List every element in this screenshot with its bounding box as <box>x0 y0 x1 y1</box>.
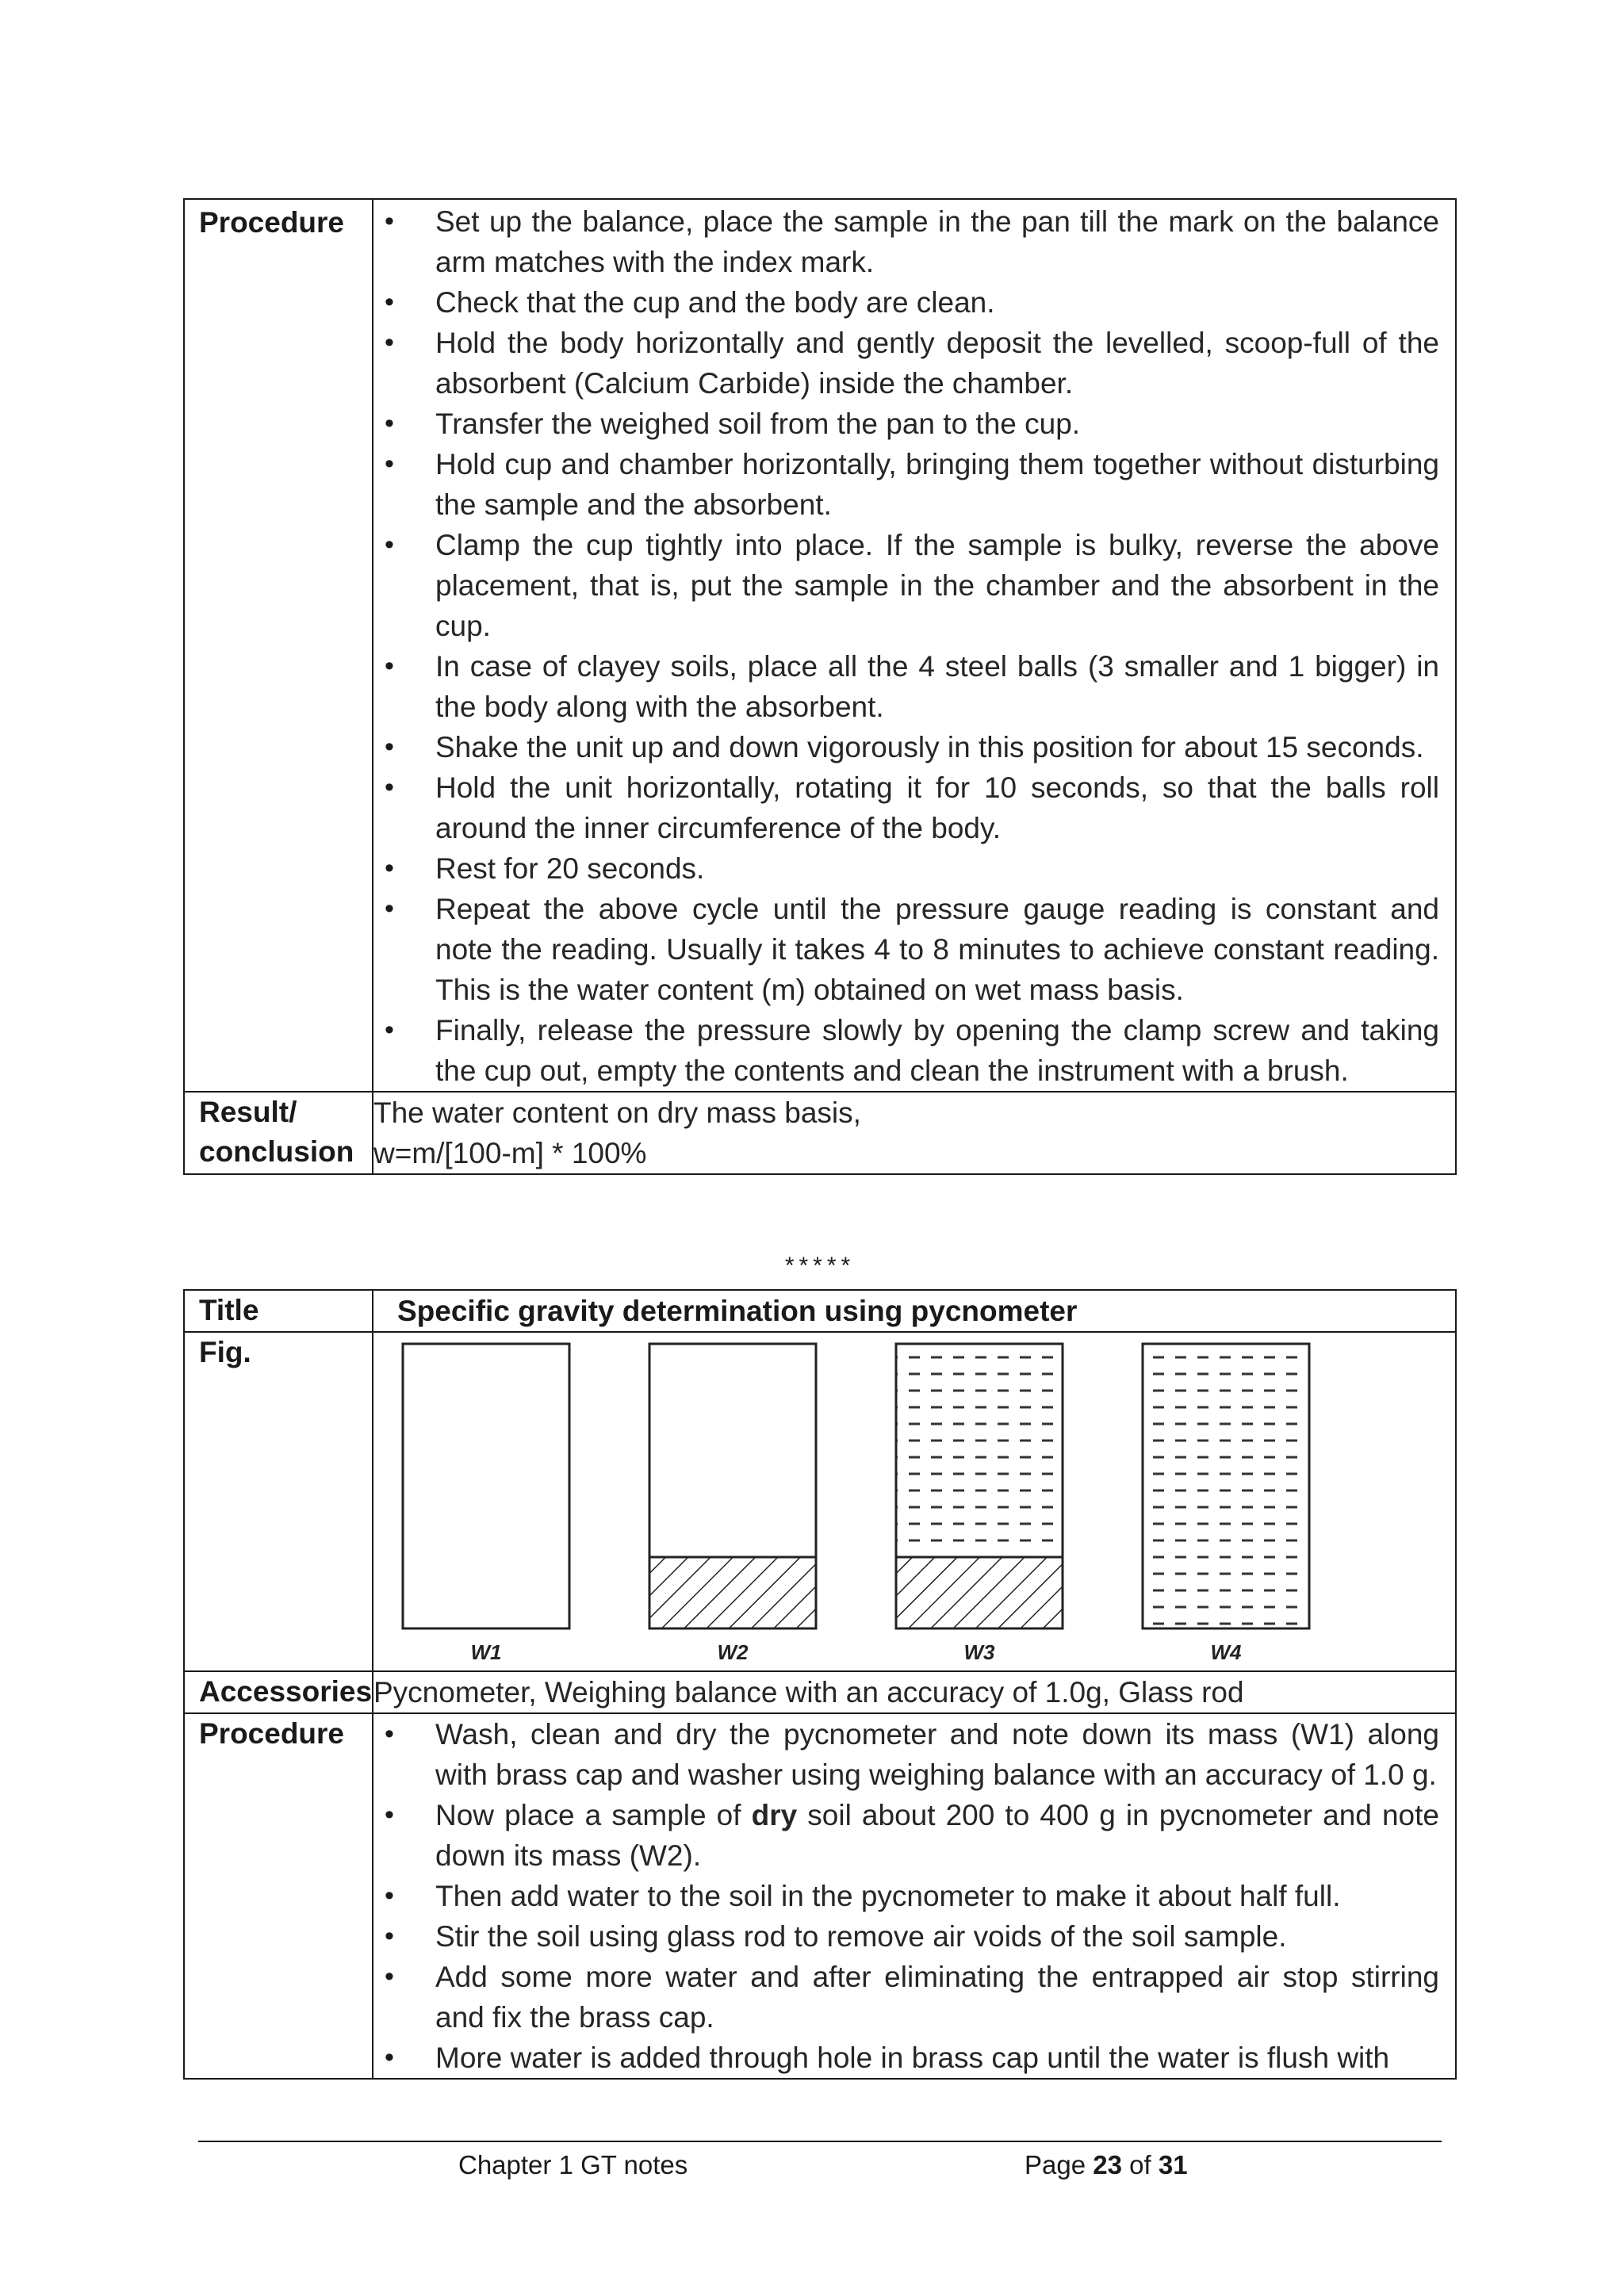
result-label-line2: conclusion <box>199 1135 354 1168</box>
list-item: • Set up the balance, place the sample in the pan till the mark on the balance arm matches with the index mark. <box>373 201 1455 282</box>
accessories-row <box>184 1671 1456 1713</box>
caption-w2: W2 <box>717 1640 749 1664</box>
result-line1: The water content on dry mass basis, <box>373 1096 861 1129</box>
item2-bold: dry <box>751 1799 798 1831</box>
water-layer <box>1143 1344 1309 1628</box>
result-line2: w=m/[100-m] * 100% <box>373 1137 647 1169</box>
pycnometer-diagram <box>373 1333 1455 1670</box>
footer-rule <box>198 2141 1442 2142</box>
list-item: • Hold the unit horizontally, rotating it for 10 seconds, so that the balls roll around the inner circumference of the body. <box>373 767 1455 848</box>
result-row <box>184 1092 1456 1174</box>
soil-layer <box>896 1557 1063 1628</box>
procedure-label: Procedure <box>184 199 373 1092</box>
accessories-label: Accessories <box>184 1671 373 1713</box>
pycnometer-table <box>183 1289 1457 2080</box>
fig-row <box>184 1332 1456 1671</box>
result-label-line1: Result/ <box>199 1096 297 1128</box>
procedure-row <box>184 199 1456 1092</box>
list-item: • Rest for 20 seconds. <box>373 848 1455 889</box>
list-item: • Hold cup and chamber horizontally, bringing them together without disturbing the sample and the absorbent. <box>373 444 1455 525</box>
caption-w3: W3 <box>963 1640 995 1664</box>
list-item: • Repeat the above cycle until the pressure gauge reading is constant and note the reading. Usually it takes 4 to 8 minutes to achieve constant reading. This is the water content (m) obtained on wet mass basis. <box>373 889 1455 1010</box>
list-item: • Finally, release the pressure slowly by opening the clamp screw and taking the cup out, empty the contents and clean the instrument with a brush. <box>373 1010 1455 1091</box>
jar-w4 <box>1143 1344 1309 1628</box>
list-item <box>373 1795 1455 1876</box>
footer-page-word: Page <box>1025 2150 1086 2179</box>
footer-of-word: of <box>1129 2150 1151 2179</box>
water-layer <box>896 1344 1063 1557</box>
soil-layer <box>649 1557 816 1628</box>
item2-before: Now place a sample of <box>435 1799 752 1831</box>
section-separator: ***** <box>784 1253 856 1279</box>
procedure-label-2: Procedure <box>184 1713 373 2079</box>
caption-w4: W4 <box>1210 1640 1242 1664</box>
caption-w1: W1 <box>470 1640 502 1664</box>
procedure-list <box>373 201 1455 1091</box>
list-item: • Clamp the cup tightly into place. If the sample is bulky, reverse the above placement, that is, put the sample in the chamber and the absorbent in the cup. <box>373 525 1455 646</box>
title-value: Specific gravity determination using pycnometer <box>373 1290 1456 1332</box>
list-item: • Transfer the weighed soil from the pan to the cup. <box>373 404 1455 444</box>
list-item: • Then add water to the soil in the pycnometer to make it about half full. <box>373 1876 1455 1916</box>
list-item: • Wash, clean and dry the pycnometer and note down its mass (W1) along with brass cap and washer using weighing balance with an accuracy of 1.0 g. <box>373 1714 1455 1795</box>
list-item: • In case of clayey soils, place all the 4 steel balls (3 smaller and 1 bigger) in the body along with the absorbent. <box>373 646 1455 727</box>
jar-w2 <box>649 1344 816 1628</box>
footer-page-current: 23 <box>1093 2150 1122 2179</box>
list-item: • Check that the cup and the body are clean. <box>373 282 1455 323</box>
footer-page-number <box>1025 2150 1188 2180</box>
accessories-value: Pycnometer, Weighing balance with an accuracy of 1.0g, Glass rod <box>373 1671 1456 1713</box>
list-item: • Shake the unit up and down vigorously in this position for about 15 seconds. <box>373 727 1455 767</box>
procedure-table-rapid-moisture <box>183 198 1457 1175</box>
procedure-row-2 <box>184 1713 1456 2079</box>
list-item: • More water is added through hole in brass cap until the water is flush with <box>373 2038 1455 2078</box>
fig-label: Fig. <box>184 1332 373 1671</box>
result-label <box>184 1092 373 1174</box>
list-item: • Add some more water and after eliminating the entrapped air stop stirring and fix the brass cap. <box>373 1957 1455 2038</box>
title-label: Title <box>184 1290 373 1332</box>
procedure-list-2 <box>373 1714 1455 2078</box>
jar-w3 <box>896 1344 1063 1628</box>
footer-page-total: 31 <box>1158 2150 1188 2179</box>
jar-w1 <box>403 1344 569 1628</box>
list-item: • Hold the body horizontally and gently deposit the levelled, scoop-full of the absorbent (Calcium Carbide) inside the chamber. <box>373 323 1455 404</box>
list-item: • Stir the soil using glass rod to remove air voids of the soil sample. <box>373 1916 1455 1957</box>
title-row <box>184 1290 1456 1332</box>
item2-after: soil about 200 to 400 g in pycnometer and note down its mass (W2). <box>435 1799 1439 1872</box>
footer-chapter: Chapter 1 GT notes <box>458 2150 688 2179</box>
pycnometer-figure <box>373 1332 1456 1671</box>
